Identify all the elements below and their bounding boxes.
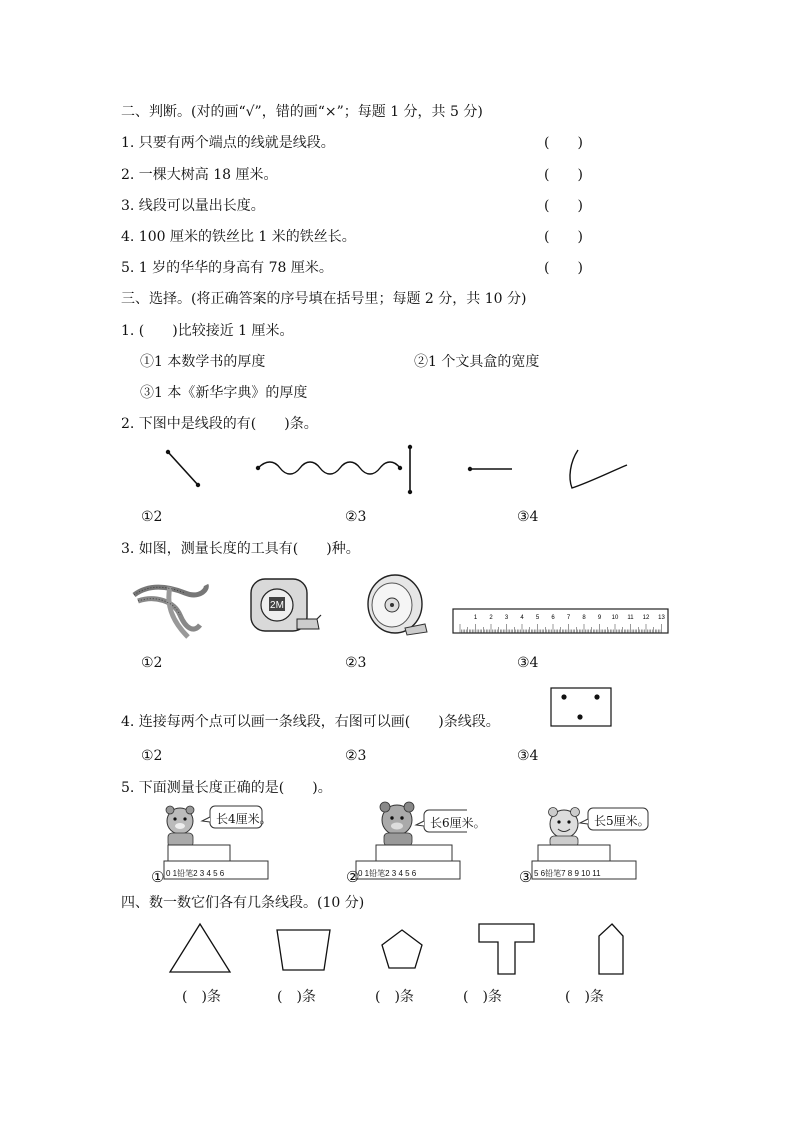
q1-option-1[interactable]: ①1 本数学书的厚度 <box>140 354 266 370</box>
ray-horizontal <box>468 467 512 471</box>
section-3-title: 三、选择。(将正确答案的序号填在括号里；每题 2 分，共 10 分) <box>121 291 527 307</box>
ruler-1-label: 0 1铅笔2 3 4 5 6 <box>166 869 225 878</box>
judge-item-2: 2. 一棵大树高 18 厘米。 <box>121 167 278 183</box>
ruler-number: 1 <box>473 615 478 621</box>
wavy-line <box>256 462 402 474</box>
ruler-number: 8 <box>582 615 586 621</box>
judge-item-4: 4. 100 厘米的铁丝比 1 米的铁丝长。 <box>121 229 356 245</box>
q4-option-1[interactable]: ①2 <box>141 748 163 764</box>
section-2-title: 二、判断。(对的画“√”，错的画“×”；每题 1 分，共 5 分) <box>121 104 483 120</box>
q3-option-3[interactable]: ③4 <box>517 655 539 671</box>
q2-stem: 2. 下图中是线段的有( )条。 <box>121 416 318 432</box>
ruler-number: 6 <box>551 615 555 621</box>
segment-diagonal <box>166 450 200 487</box>
measure-scene-1[interactable] <box>158 803 273 888</box>
judge-answer-4[interactable]: ( ) <box>544 229 583 245</box>
count-answer-3[interactable]: ( )条 <box>375 989 414 1005</box>
ruler-number: 3 <box>504 615 509 621</box>
q4-option-2[interactable]: ②3 <box>345 748 367 764</box>
judge-answer-1[interactable]: ( ) <box>544 135 583 151</box>
q5-stem: 5. 下面测量长度正确的是( )。 <box>121 780 332 796</box>
section-4-title: 四、数一数它们各有几条线段。(10 分) <box>121 895 365 911</box>
judge-answer-3[interactable]: ( ) <box>544 198 583 214</box>
curve-line <box>570 450 627 488</box>
q2-option-2[interactable]: ②3 <box>345 509 367 525</box>
ruler-number: 10 <box>611 615 619 621</box>
trapezoid-shape <box>277 930 330 970</box>
ruler-number: 13 <box>658 615 665 621</box>
q1-stem: 1. ( )比较接近 1 厘米。 <box>121 323 294 339</box>
reel-tape-measure-icon <box>365 572 430 640</box>
ruler-number: 4 <box>520 615 524 621</box>
q5-marker-1: ① <box>151 868 165 886</box>
steel-tape-measure-icon <box>245 575 327 640</box>
triangle-shape <box>170 924 230 972</box>
count-answer-1[interactable]: ( )条 <box>182 989 221 1005</box>
q3-option-1[interactable]: ①2 <box>141 655 163 671</box>
measure-scene-3[interactable] <box>528 802 663 888</box>
q4-option-3[interactable]: ③4 <box>517 748 539 764</box>
judge-item-5: 5. 1 岁的华华的身高有 78 厘米。 <box>121 260 333 276</box>
q1-option-2[interactable]: ②1 个文具盒的宽度 <box>414 354 540 370</box>
bubble-2: 长6厘米。 <box>430 816 486 830</box>
q3-stem: 3. 如图，测量长度的工具有( )种。 <box>121 541 360 557</box>
ruler-number: 9 <box>597 615 602 621</box>
ruler-number: 2 <box>489 615 493 621</box>
ruler-number: 5 <box>535 615 540 621</box>
soft-tape-measure-icon <box>130 575 212 640</box>
judge-item-1: 1. 只要有两个端点的线就是线段。 <box>121 135 335 151</box>
ruler-number: 12 <box>642 615 650 621</box>
ruler-2-label: 0 1铅笔2 3 4 5 6 <box>358 869 417 878</box>
measure-scene-2[interactable] <box>352 800 486 888</box>
judge-answer-5[interactable]: ( ) <box>544 260 583 276</box>
count-answer-4[interactable]: ( )条 <box>463 989 502 1005</box>
ruler-icon <box>452 608 670 636</box>
q2-option-3[interactable]: ③4 <box>517 509 539 525</box>
bubble-3: 长5厘米。 <box>594 814 650 828</box>
judge-answer-2[interactable]: ( ) <box>544 167 583 183</box>
tape-badge: 2M <box>270 600 284 611</box>
pentagon-shape <box>382 930 422 968</box>
t-shape <box>479 924 534 974</box>
ruler-number: 11 <box>627 615 634 621</box>
bubble-1: 长4厘米。 <box>216 812 272 826</box>
q3-option-2[interactable]: ②3 <box>345 655 367 671</box>
q2-option-1[interactable]: ①2 <box>141 509 163 525</box>
q4-stem: 4. 连接每两个点可以画一条线段，右图可以画( )条线段。 <box>121 714 500 730</box>
segment-vertical <box>408 445 412 494</box>
three-points-box <box>550 687 612 729</box>
judge-item-3: 3. 线段可以量出长度。 <box>121 198 265 214</box>
ruler-3-label: 5 6铅笔7 8 9 10 11 <box>534 869 601 878</box>
q5-marker-2: ② <box>346 868 360 886</box>
count-answer-2[interactable]: ( )条 <box>277 989 316 1005</box>
shape-figures <box>160 918 640 980</box>
count-answer-5[interactable]: ( )条 <box>565 989 604 1005</box>
q5-marker-3: ③ <box>519 868 533 886</box>
arrow-house-shape <box>599 924 623 974</box>
ruler-number: 7 <box>566 615 571 621</box>
line-figures <box>150 440 640 500</box>
q1-option-3[interactable]: ③1 本《新华字典》的厚度 <box>140 385 308 401</box>
